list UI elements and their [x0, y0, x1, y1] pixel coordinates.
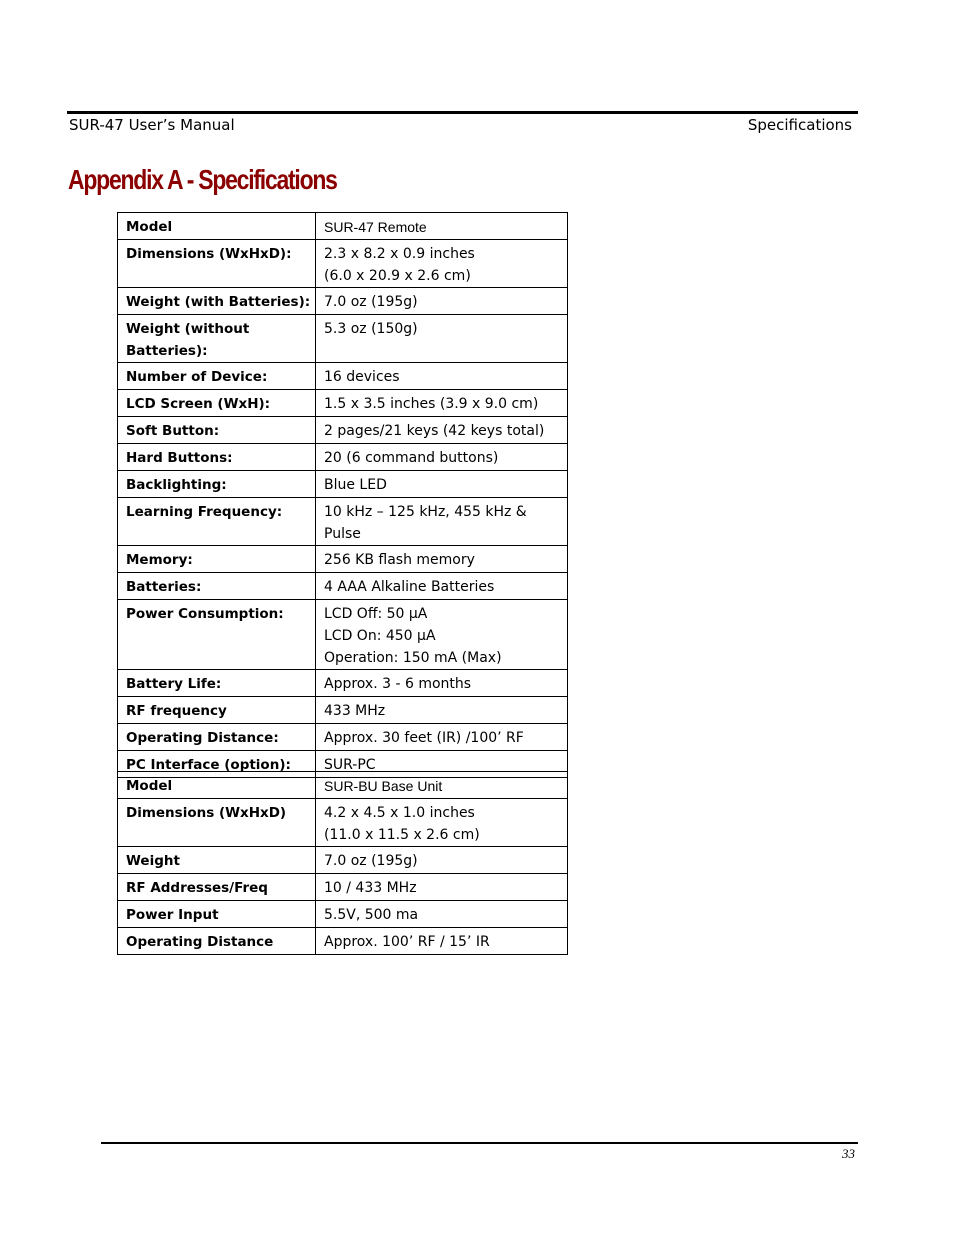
spec-value-line: SUR-PC [324, 757, 376, 773]
spec-label: Operating Distance [118, 928, 316, 955]
spec-label: Hard Buttons: [118, 444, 316, 471]
spec-value [316, 444, 568, 471]
header-rule [67, 111, 858, 114]
spec-value [316, 724, 568, 751]
table-row [118, 417, 568, 444]
spec-value [316, 288, 568, 315]
spec-value-line: 433 MHz [324, 703, 386, 719]
table-row [118, 390, 568, 417]
spec-value-line: 256 KB flash memory [324, 552, 475, 568]
table-row [118, 724, 568, 751]
spec-value [316, 471, 568, 498]
spec-value [316, 799, 568, 847]
spec-value [316, 928, 568, 955]
spec-label: Operating Distance: [118, 724, 316, 751]
page-number: 33 [842, 1146, 855, 1161]
spec-value-line: Approx. 100’ RF / 15’ IR [324, 934, 490, 950]
spec-value-line: SUR-BU Base Unit [324, 778, 443, 794]
table-row [118, 697, 568, 724]
spec-value-line: LCD On: 450 µA [324, 628, 436, 644]
spec-value-line: 10 kHz – 125 kHz, 455 kHz & Pulse [324, 504, 527, 542]
spec-label: Learning Frequency: [118, 498, 316, 546]
spec-label: RF frequency [118, 697, 316, 724]
spec-label: RF Addresses/Freq [118, 874, 316, 901]
spec-value-line: 7.0 oz (195g) [324, 853, 418, 869]
spec-value-line: Approx. 3 - 6 months [324, 676, 472, 692]
spec-value [316, 901, 568, 928]
spec-label: Batteries: [118, 573, 316, 600]
spec-value [316, 417, 568, 444]
remote-spec-table [117, 212, 568, 778]
spec-value-line: 4 AAA Alkaline Batteries [324, 579, 495, 595]
table-row [118, 471, 568, 498]
table-row [118, 772, 568, 799]
spec-value-line: 20 (6 command buttons) [324, 450, 499, 466]
spec-value-line: 4.2 x 4.5 x 1.0 inches [324, 805, 475, 821]
spec-value [316, 573, 568, 600]
spec-value [316, 670, 568, 697]
spec-label: Backlighting: [118, 471, 316, 498]
spec-value-line: 7.0 oz (195g) [324, 294, 418, 310]
header-section-title: Specifications [747, 116, 852, 134]
spec-value [316, 498, 568, 546]
spec-value-line: 5.3 oz (150g) [324, 321, 418, 337]
spec-label: Dimensions (WxHxD) [118, 799, 316, 847]
spec-label: Number of Device: [118, 363, 316, 390]
spec-label: Model [118, 772, 316, 799]
spec-value-line: SUR-47 Remote [324, 219, 427, 235]
table-row [118, 600, 568, 670]
spec-value [316, 390, 568, 417]
spec-value [316, 772, 568, 799]
spec-value-line: Approx. 30 feet (IR) /100’ RF [324, 730, 524, 746]
spec-label: LCD Screen (WxH): [118, 390, 316, 417]
spec-label: Weight [118, 847, 316, 874]
table-row [118, 498, 568, 546]
spec-value [316, 315, 568, 363]
table-row [118, 444, 568, 471]
spec-value [316, 213, 568, 240]
spec-value [316, 600, 568, 670]
table-row [118, 315, 568, 363]
table-row [118, 363, 568, 390]
header-manual-title: SUR-47 User’s Manual [69, 116, 235, 134]
spec-label: Weight (with Batteries): [118, 288, 316, 315]
spec-label: Dimensions (WxHxD): [118, 240, 316, 288]
spec-value-line: LCD Off: 50 µA [324, 606, 428, 622]
spec-value-line: 2 pages/21 keys (42 keys total) [324, 423, 545, 439]
spec-value [316, 363, 568, 390]
spec-label: Model [118, 213, 316, 240]
spec-value-line: (11.0 x 11.5 x 2.6 cm) [324, 827, 480, 843]
spec-value [316, 847, 568, 874]
table-row [118, 288, 568, 315]
spec-label: Power Consumption: [118, 600, 316, 670]
spec-label: Battery Life: [118, 670, 316, 697]
table-row [118, 847, 568, 874]
table-row [118, 573, 568, 600]
spec-value-line: 5.5V, 500 ma [324, 907, 419, 923]
spec-value-line: 1.5 x 3.5 inches (3.9 x 9.0 cm) [324, 396, 539, 412]
spec-label: PC Interface (option): [118, 751, 316, 778]
spec-value-line: (6.0 x 20.9 x 2.6 cm) [324, 268, 471, 284]
page-title: Appendix A - Specifications [68, 164, 337, 195]
table-row [118, 213, 568, 240]
spec-label: Weight (without Batteries): [118, 315, 316, 363]
spec-label: Memory: [118, 546, 316, 573]
table-row [118, 670, 568, 697]
table-row [118, 901, 568, 928]
spec-label: Soft Button: [118, 417, 316, 444]
table-row [118, 799, 568, 847]
spec-value [316, 240, 568, 288]
spec-label: Power Input [118, 901, 316, 928]
spec-value-line: 16 devices [324, 369, 400, 385]
base-unit-spec-table [117, 771, 568, 955]
spec-value [316, 874, 568, 901]
table-row [118, 928, 568, 955]
spec-value-line: 10 / 433 MHz [324, 880, 417, 896]
spec-value-line: 2.3 x 8.2 x 0.9 inches [324, 246, 475, 262]
footer-rule [101, 1142, 858, 1144]
table-row [118, 874, 568, 901]
spec-value [316, 546, 568, 573]
spec-value-line: Operation: 150 mA (Max) [324, 650, 502, 666]
spec-value-line: Blue LED [324, 477, 387, 493]
table-row [118, 240, 568, 288]
table-row [118, 546, 568, 573]
spec-value [316, 697, 568, 724]
